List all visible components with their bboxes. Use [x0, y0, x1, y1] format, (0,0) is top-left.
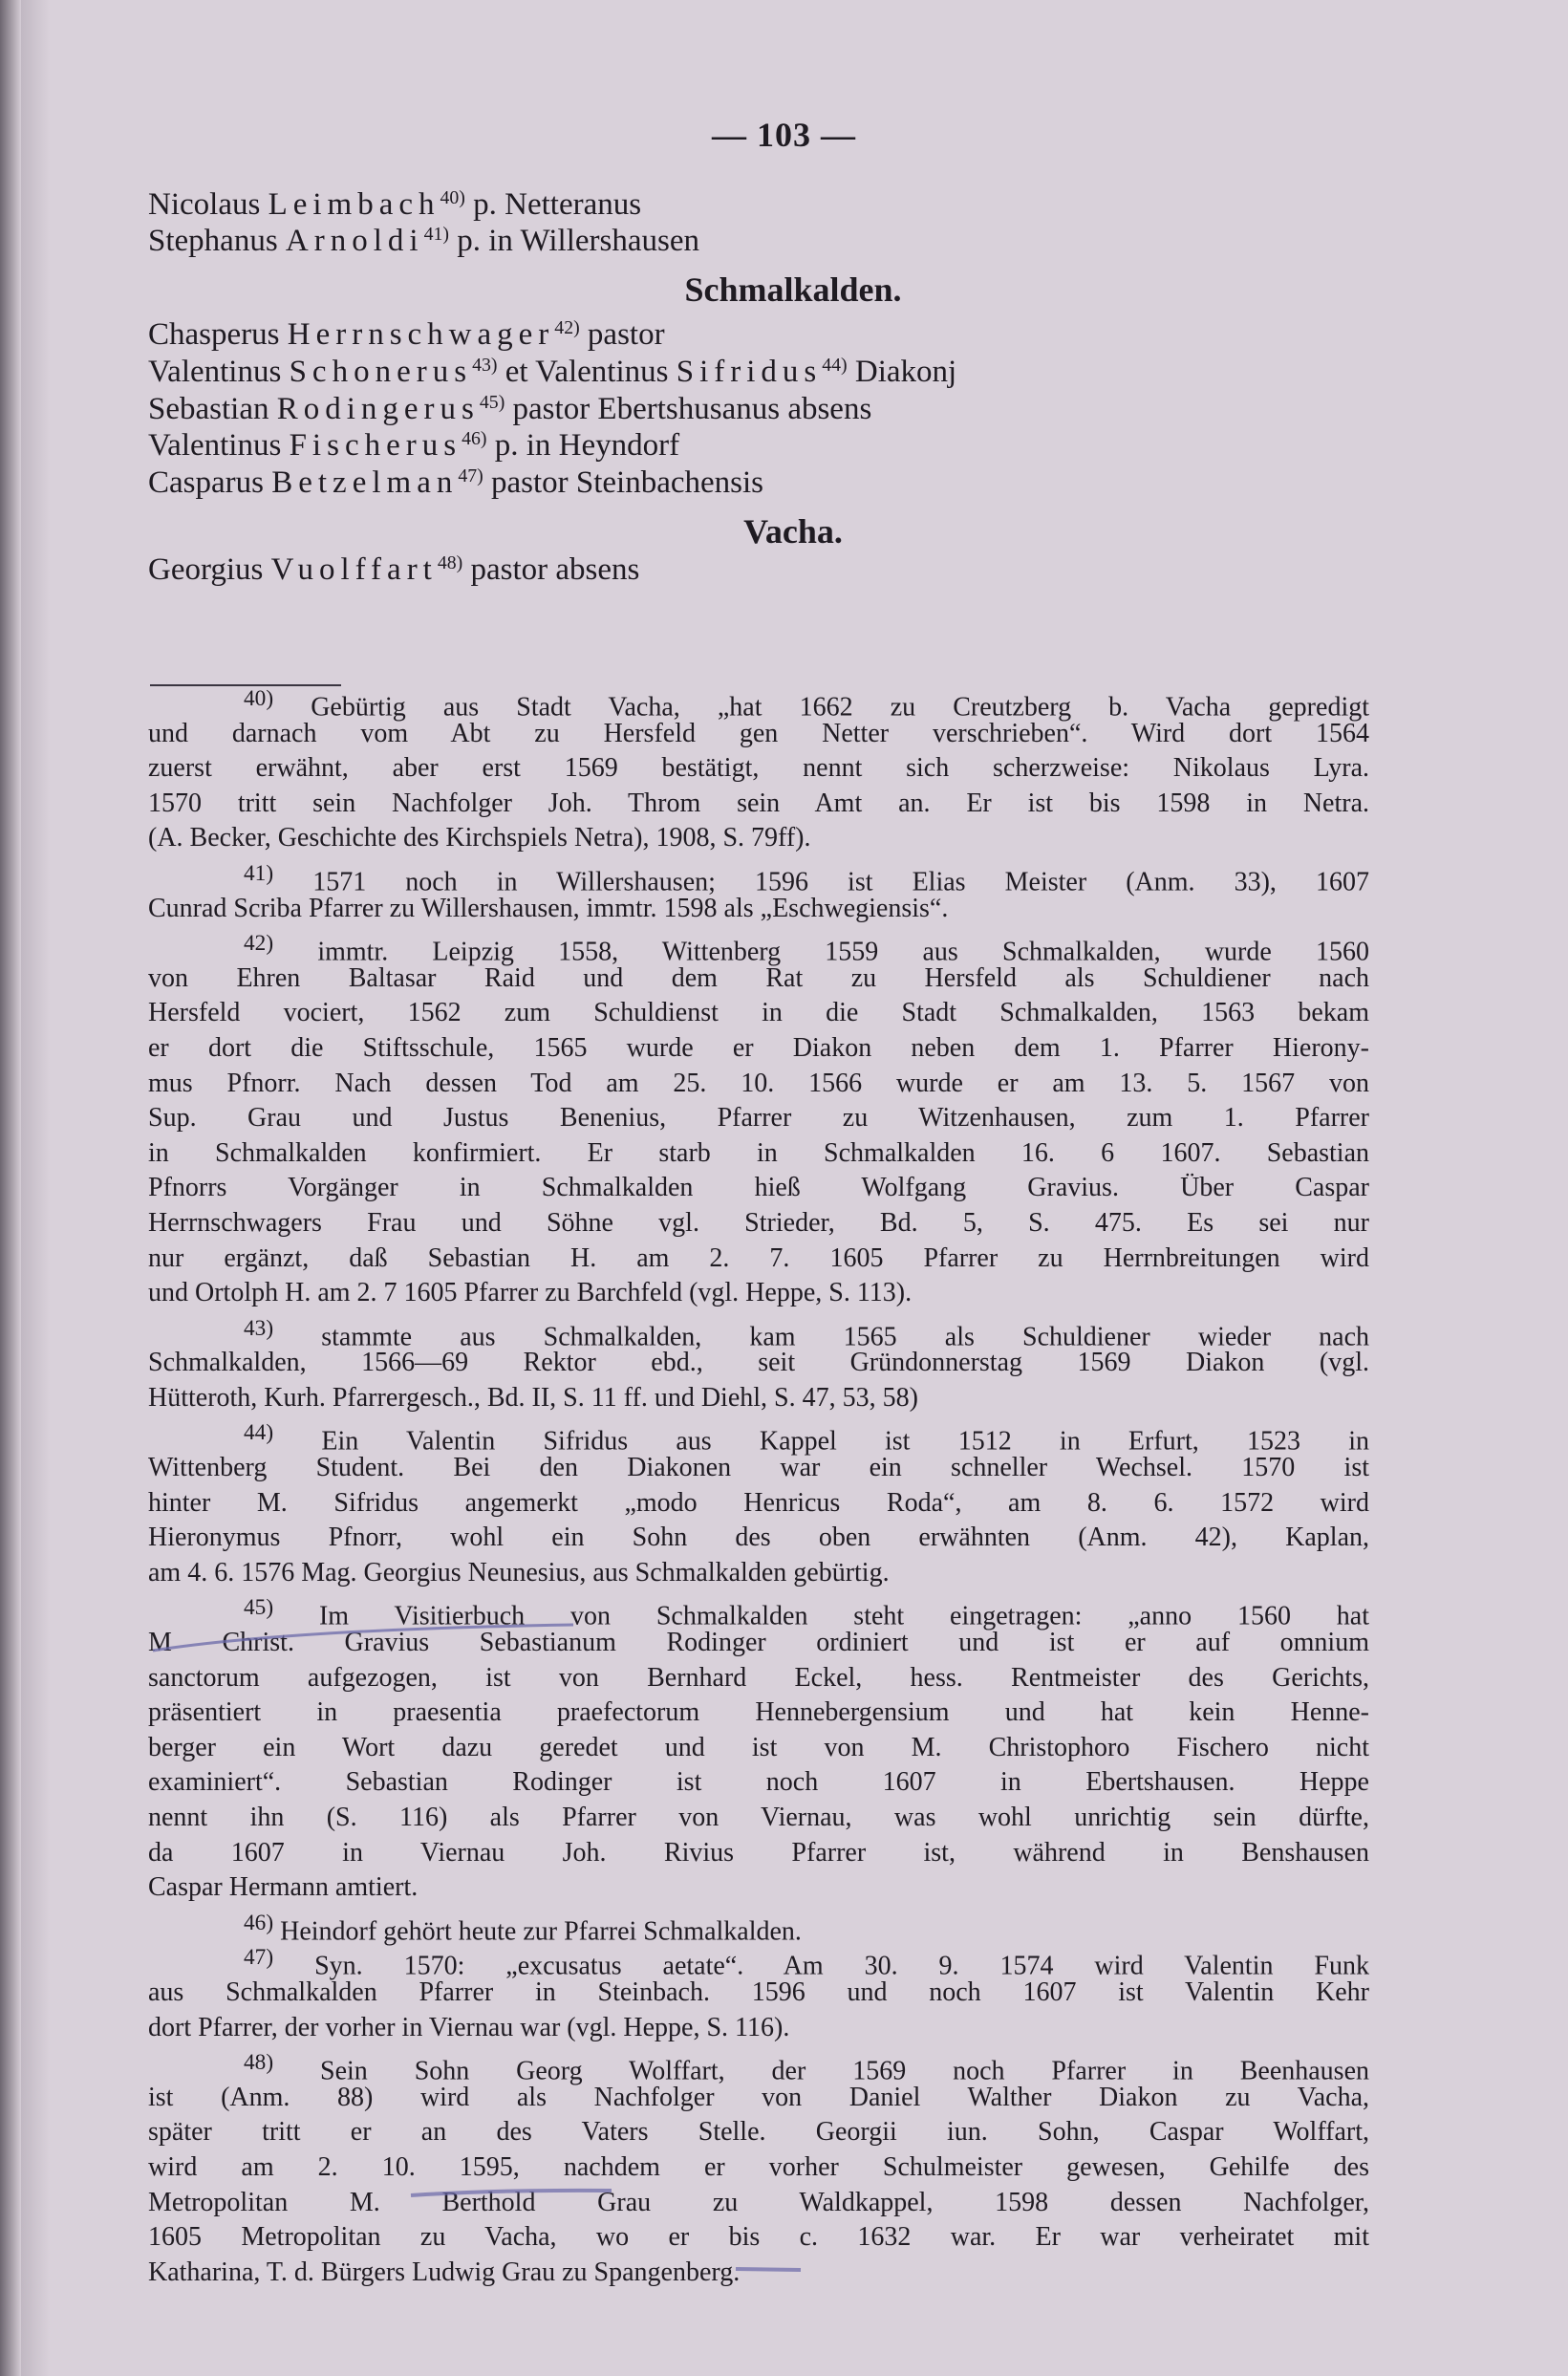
footnote-text: wird am 2. 10. 1595, nachdem er vorher Schulmeister gewesen, Gehilfe des [148, 2151, 1369, 2182]
footnote-text: nennt ihn (S. 116) als Pfarrer von Viernau, was wohl unrichtig sein dürfte, [148, 1803, 1369, 1832]
footnote-line [148, 1696, 1369, 1731]
footnote-line [148, 1067, 1369, 1102]
footnote-text: sanctorum aufgezogen, ist von Bernhard Eckel, hess. Rentmeister des Gerichts, [148, 1662, 1369, 1693]
surname: Herrnschwager [287, 317, 555, 352]
entry-text: p. in Willershausen [448, 224, 699, 258]
footnote-42 [148, 926, 1369, 1311]
clergy-entry [148, 355, 956, 390]
footnote-text: immtr. Leipzig 1558, Wittenberg 1559 aus Schmalkalden, wurde 1560 [317, 937, 1369, 967]
footnote-text: ist (Anm. 88) wird als Nachfolger von Daniel Walther Diakon zu Vacha, [148, 2082, 1369, 2112]
section-heading: Schmalkalden. [684, 270, 902, 309]
surname: Leimbach [268, 187, 440, 222]
footnote-line [148, 1940, 1369, 1981]
clergy-entry [148, 465, 763, 501]
footnote-ref: 40) [440, 187, 465, 209]
footnote-48 [148, 2045, 1369, 2290]
footnote-text: präsentiert in praesentia praefectorum Hennebergensium und hat kein Henne- [148, 1697, 1369, 1728]
footnote-text: da 1607 in Viernau Joh. Rivius Pfarrer ist, während in Benshausen [148, 1837, 1369, 1868]
footnote-number: 41) [244, 860, 274, 886]
clergy-entry [148, 224, 699, 259]
footnote-ref: 43) [472, 355, 498, 377]
footnote-text: Schmalkalden, 1566—69 Rektor ebd., seit Gründonnerstag 1569 Diakon (vgl. [148, 1348, 1369, 1378]
footnote-text: Gebürtig aus Stadt Vacha, „hat 1662 zu Creutzberg b. Vacha gepredigt [311, 692, 1369, 723]
footnote-number: 40) [244, 686, 274, 711]
footnote-text: Ein Valentin Sifridus aus Kappel ist 1512 in Erfurt, 1523 in [321, 1426, 1370, 1457]
footnote-text: 1571 noch in Willershausen; 1596 ist Elias Meister (Anm. 33), 1607 [312, 867, 1370, 897]
footnote-line [148, 1976, 1369, 2011]
footnote-text: Hütteroth, Kurh. Pfarrergesch., Bd. II, S. 11 ff. und Diehl, S. 47, 53, 58) [148, 1382, 918, 1413]
footnote-line [148, 2220, 1369, 2256]
footnote-line [148, 681, 1369, 723]
footnote-number: 46) [244, 1910, 274, 1935]
surname: Vuolffart [270, 552, 438, 587]
surname: Sifridus [676, 355, 823, 389]
entry-text: Nicolaus [148, 187, 268, 222]
footnote-text: (A. Becker, Geschichte des Kirchspiels Netra), 1908, S. 79ff). [148, 823, 811, 853]
footnote-44 [148, 1415, 1369, 1590]
footnote-line [148, 1590, 1370, 1631]
surname: Rodingerus [276, 392, 480, 426]
footnote-text: am 4. 6. 1576 Mag. Georgius Neunesius, aus Schmalkalden gebürtig. [148, 1557, 890, 1588]
footnote-text: Metropolitan M. Berthold Grau zu Waldkappel, 1598 dessen Nachfolger, [148, 2187, 1369, 2217]
footnote-line [148, 1906, 1369, 1947]
footnote-text: Syn. 1570: „excusatus aetate“. Am 30. 9. 1574 wird Valentin Funk [314, 1951, 1369, 1981]
clergy-entry [148, 392, 871, 427]
entry-text: pastor Ebertshusanus absens [505, 392, 872, 426]
footnote-text: von Ehren Baltasar Raid und dem Rat zu Hersfeld als Schuldiener nach [148, 962, 1369, 993]
footnote-number: 48) [244, 2050, 274, 2076]
entry-text: Stephanus [148, 224, 286, 258]
footnote-line [148, 961, 1369, 997]
footnote-ref: 47) [458, 465, 483, 487]
footnote-line [148, 1381, 1369, 1416]
footnotes [148, 681, 1369, 2290]
footnote-ref: 45) [479, 392, 505, 414]
footnote-text: mus Pfnorr. Nach dessen Tod am 25. 10. 1566 wurde er am 13. 5. 1567 von [148, 1068, 1369, 1098]
footnote-line [148, 1626, 1369, 1661]
footnote-text: Katharina, T. d. Bürgers Ludwig Grau zu Spangenberg. [148, 2257, 741, 2287]
entry-text: Chasperus [148, 317, 288, 352]
clergy-entry [148, 317, 665, 353]
footnote-43 [148, 1311, 1369, 1416]
footnote-line [148, 1276, 1369, 1311]
footnote-text: hinter M. Sifridus angemerkt „modo Henricus Roda“, am 8. 6. 1572 wird [148, 1487, 1369, 1518]
footnote-line [148, 1521, 1369, 1556]
footnote-text: zuerst erwähnt, aber erst 1569 bestätigt, nennt sich scherzweise: Nikolaus Lyra. [148, 753, 1369, 784]
footnote-text: berger ein Wort dazu geredet und ist von M. Christophoro Fischero nicht [148, 1732, 1369, 1762]
footnote-line [148, 1242, 1369, 1277]
footnote-line [148, 1171, 1369, 1206]
footnote-text: Pfnorrs Vorgänger in Schmalkalden hieß Wolfgang Gravius. Über Caspar [148, 1173, 1369, 1203]
footnote-text: aus Schmalkalden Pfarrer in Steinbach. 1596 und noch 1607 ist Valentin Kehr [148, 1976, 1369, 2007]
footnote-line [148, 1836, 1369, 1871]
footnote-text: und Ortolph H. am 2. 7 1605 Pfarrer zu Barchfeld (vgl. Heppe, S. 113). [148, 1278, 913, 1308]
entry-text: Valentinus [148, 355, 290, 389]
footnote-text: Caspar Hermann amtiert. [148, 1872, 419, 1903]
entry-text: Georgius [148, 552, 271, 587]
footnote-number: 43) [244, 1315, 274, 1341]
footnote-ref: 48) [437, 552, 463, 574]
footnote-text: examiniert“. Sebastian Rodinger ist noch 1607 in Ebertshausen. Heppe [148, 1767, 1369, 1798]
footnote-text: Wittenberg Student. Bei den Diakonen war ein schneller Wechsel. 1570 ist [148, 1453, 1369, 1483]
entry-text: et Valentinus [497, 355, 677, 389]
clergy-entry [148, 187, 641, 223]
footnote-line [148, 1556, 1369, 1591]
footnote-line [148, 2011, 1369, 2046]
footnote-ref: 46) [462, 428, 487, 450]
entry-text: Sebastian [148, 392, 277, 426]
footnote-line [148, 787, 1369, 822]
footnote-40 [148, 681, 1369, 856]
footnote-ref: 41) [423, 224, 449, 246]
footnote-line [148, 1486, 1369, 1522]
footnote-text: später tritt er an des Vaters Stelle. Georgii iun. Sohn, Caspar Wolffart, [148, 2117, 1369, 2148]
clergy-entry [148, 552, 639, 588]
footnote-line [148, 2150, 1369, 2186]
footnote-47 [148, 1940, 1369, 2045]
footnote-line [148, 1765, 1369, 1801]
footnote-line [148, 821, 1369, 856]
footnote-line [148, 856, 1370, 897]
footnote-line [148, 2045, 1370, 2086]
footnote-46 [148, 1906, 1369, 1947]
clergy-entry [148, 428, 679, 464]
footnote-line [148, 751, 1369, 787]
entry-text: pastor Steinbachensis [483, 465, 763, 500]
footnote-text: Cunrad Scriba Pfarrer zu Willershausen, immtr. 1598 als „Eschwegiensis“. [148, 893, 949, 923]
footnote-line [148, 1101, 1369, 1136]
footnote-text: in Schmalkalden konfirmiert. Er starb in Schmalkalden 16. 6 1607. Sebastian [148, 1137, 1369, 1168]
footnote-text: stammte aus Schmalkalden, kam 1565 als Schuldiener wieder nach [321, 1322, 1369, 1352]
footnote-45 [148, 1590, 1369, 1905]
footnote-line [148, 1661, 1369, 1696]
footnote-text: Sein Sohn Georg Wolffart, der 1569 noch Pfarrer in Beenhausen [320, 2056, 1370, 2086]
entry-text: pastor absens [462, 552, 640, 587]
footnote-text: Herrnschwagers Frau und Söhne vgl. Strieder, Bd. 5, S. 475. Es sei nur [148, 1207, 1369, 1238]
entry-text: pastor [579, 317, 665, 352]
page-number: — 103 — [712, 116, 856, 154]
page-binding-edge [0, 0, 21, 2376]
footnote-line [148, 1136, 1369, 1172]
footnote-text: dort Pfarrer, der vorher in Viernau war (vgl. Heppe, S. 116). [148, 2012, 790, 2042]
footnote-text: Hersfeld vociert, 1562 zum Schuldienst in die Stadt Schmalkalden, 1563 bekam [148, 998, 1369, 1028]
footnote-text: Im Visitierbuch von Schmalkalden steht eingetragen: „anno 1560 hat [318, 1601, 1370, 1631]
footnote-line [148, 1206, 1369, 1242]
footnote-text: er dort die Stiftsschule, 1565 wurde er Diakon neben dem 1. Pfarrer Hierony- [148, 1032, 1369, 1063]
footnote-line [148, 2081, 1369, 2116]
entry-text: Valentinus [148, 428, 290, 463]
footnote-text: 1605 Metropolitan zu Vacha, wo er bis c. 1632 war. Er war verheiratet mit [148, 2222, 1369, 2253]
footnote-line [148, 1801, 1369, 1836]
footnote-ref: 44) [822, 355, 848, 377]
footnote-line [148, 1451, 1369, 1486]
footnote-number: 44) [244, 1420, 274, 1446]
footnote-line [148, 2115, 1369, 2150]
entry-text: Diakonj [847, 355, 957, 389]
footnote-number: 42) [244, 931, 274, 957]
footnote-number: 47) [244, 1945, 274, 1971]
entry-text: p. Netteranus [464, 187, 642, 222]
footnote-number: 45) [244, 1595, 274, 1621]
footnote-text: M Christ. Gravius Sebastianum Rodinger ordiniert und ist er auf omnium [148, 1628, 1369, 1658]
footnote-text: nur ergänzt, daß Sebastian H. am 2. 7. 1605 Pfarrer zu Herrnbreitungen wird [148, 1242, 1369, 1273]
entry-text: p. in Heyndorf [486, 428, 680, 463]
footnote-line [148, 1311, 1369, 1352]
page-fold-shadow [21, 0, 50, 2376]
footnote-text: 1570 tritt sein Nachfolger Joh. Throm sein Amt an. Er ist bis 1598 in Netra. [148, 788, 1369, 818]
footnote-line [148, 1346, 1369, 1381]
entry-text: Casparus [148, 465, 272, 500]
footnote-line [148, 1870, 1369, 1906]
footnote-line [148, 717, 1369, 752]
footnote-text: Heindorf gehört heute zur Pfarrei Schmalkalden. [280, 1916, 802, 1947]
surname: Schonerus [289, 355, 473, 389]
surname: Fischerus [289, 428, 462, 463]
footnote-line [148, 996, 1369, 1031]
footnote-line [148, 1415, 1370, 1457]
footnote-text: und darnach vom Abt zu Hersfeld gen Netter verschrieben“. Wird dort 1564 [148, 718, 1369, 748]
surname: Betzelman [271, 465, 459, 500]
surname: Arnoldi [285, 224, 424, 258]
footnote-line [148, 2256, 1369, 2291]
footnote-text: Hieronymus Pfnorr, wohl ein Sohn des oben erwähnten (Anm. 42), Kaplan, [148, 1523, 1369, 1553]
footnote-text: Sup. Grau und Justus Benenius, Pfarrer zu Witzenhausen, zum 1. Pfarrer [148, 1103, 1369, 1134]
footnote-line [148, 1031, 1369, 1067]
footnote-line [148, 1731, 1369, 1766]
footnote-ref: 42) [554, 317, 580, 339]
footnote-41 [148, 856, 1369, 926]
footnote-line [148, 926, 1369, 967]
section-heading: Vacha. [743, 512, 843, 551]
footnote-line [148, 2186, 1369, 2221]
